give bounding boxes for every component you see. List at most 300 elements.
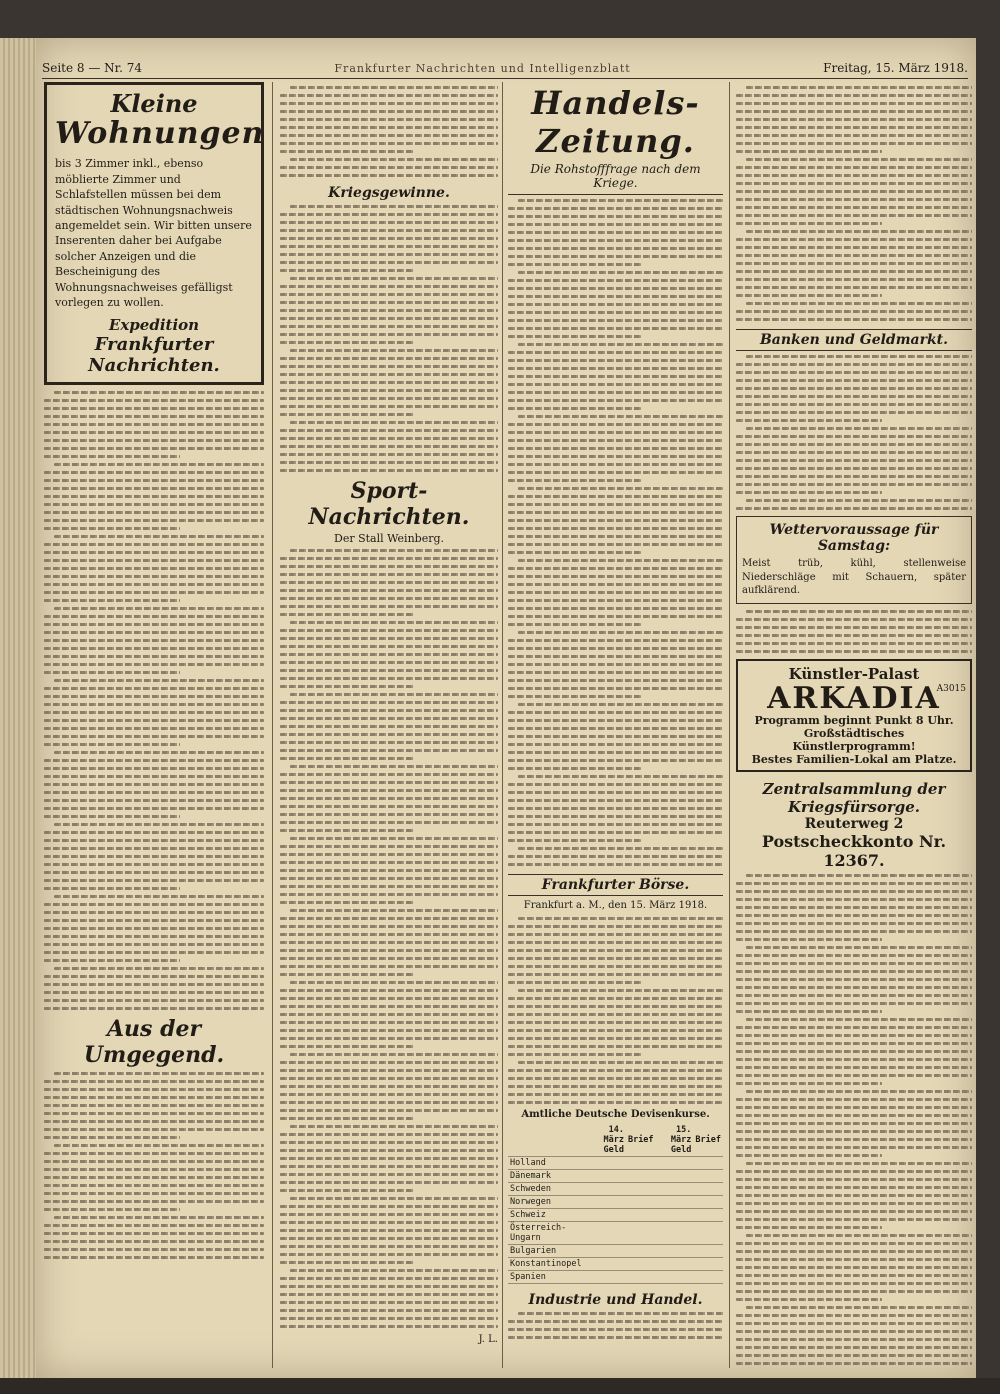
rohstoff-article-body xyxy=(508,199,723,866)
text-line xyxy=(508,591,723,594)
text-line xyxy=(736,986,972,989)
handels-zeitung-masthead: Handels-Zeitung. xyxy=(531,84,700,160)
text-line xyxy=(280,1317,498,1320)
text-line xyxy=(44,735,264,738)
boerse-dateline: Frankfurt a. M., den 15. März 1918. xyxy=(523,900,708,911)
text-line xyxy=(280,797,498,800)
text-line xyxy=(280,829,415,832)
text-line xyxy=(736,150,882,153)
text-line xyxy=(44,615,264,618)
devisen-row xyxy=(508,1208,723,1221)
text-line xyxy=(746,610,972,613)
text-line xyxy=(44,407,264,410)
arkadia-tag: A3015 xyxy=(936,684,966,694)
text-line xyxy=(280,126,498,129)
text-line xyxy=(44,695,264,698)
devisen-rate xyxy=(693,1244,723,1257)
text-line xyxy=(508,359,723,362)
ad-signature-1: Expedition xyxy=(108,316,200,335)
text-line xyxy=(736,890,972,893)
text-line xyxy=(280,381,498,384)
text-line xyxy=(44,439,264,442)
text-line xyxy=(736,1026,972,1029)
text-line xyxy=(508,231,723,234)
text-line xyxy=(280,94,498,97)
text-line xyxy=(280,669,498,672)
text-line xyxy=(280,901,415,904)
text-line xyxy=(508,1085,723,1088)
text-line xyxy=(54,967,264,970)
text-line xyxy=(280,445,498,448)
text-line xyxy=(280,453,498,456)
text-line xyxy=(44,1128,264,1131)
text-line xyxy=(508,1013,723,1016)
text-line xyxy=(290,277,498,280)
text-line xyxy=(44,671,180,674)
text-line xyxy=(508,1045,723,1048)
text-line xyxy=(44,711,264,714)
devisen-rate xyxy=(693,1257,723,1270)
text-line xyxy=(736,1098,972,1101)
text-line xyxy=(736,483,972,486)
sport-signature: J. L. xyxy=(478,1334,498,1345)
text-line xyxy=(508,295,723,298)
text-line xyxy=(736,1042,972,1045)
kriegsgewinne-body xyxy=(280,205,498,472)
text-line xyxy=(508,263,641,266)
text-line xyxy=(736,1210,972,1213)
text-line xyxy=(54,679,264,682)
text-line xyxy=(508,303,723,306)
devisen-rate xyxy=(656,1156,694,1169)
text-line xyxy=(746,946,972,949)
devisen-country: Schweden xyxy=(508,1182,588,1195)
text-line xyxy=(518,631,723,634)
text-line xyxy=(736,618,972,621)
text-line xyxy=(736,491,882,494)
text-line xyxy=(518,847,723,850)
text-line xyxy=(44,1192,264,1195)
impressum-body xyxy=(736,610,972,653)
text-line xyxy=(280,357,498,360)
text-line xyxy=(736,134,972,137)
text-line xyxy=(736,626,972,629)
text-line xyxy=(736,459,972,462)
text-line xyxy=(508,351,723,354)
text-line xyxy=(508,799,723,802)
text-line xyxy=(280,142,498,145)
text-line xyxy=(44,743,180,746)
text-line xyxy=(736,467,972,470)
devisen-rate xyxy=(626,1208,656,1221)
text-line xyxy=(508,367,723,370)
devisen-rate xyxy=(626,1257,656,1270)
devisen-rate xyxy=(626,1244,656,1257)
text-line xyxy=(518,1312,723,1315)
text-line xyxy=(280,573,498,576)
text-line xyxy=(518,487,723,490)
text-line xyxy=(736,94,972,97)
text-line xyxy=(736,922,972,925)
text-line xyxy=(44,583,264,586)
text-line xyxy=(280,1037,498,1040)
text-line xyxy=(736,1074,972,1077)
text-line xyxy=(508,407,641,410)
text-line xyxy=(508,287,723,290)
text-line xyxy=(290,765,498,768)
text-line xyxy=(44,1096,264,1099)
text-line xyxy=(736,1314,972,1317)
text-line xyxy=(736,403,972,406)
text-line xyxy=(736,419,882,422)
text-line xyxy=(54,463,264,466)
text-line xyxy=(44,991,264,994)
devisen-country: Schweiz xyxy=(508,1208,588,1221)
text-line xyxy=(736,206,972,209)
devisen-rate xyxy=(588,1156,626,1169)
text-line xyxy=(736,642,972,645)
text-line xyxy=(508,567,723,570)
devisen-row xyxy=(508,1244,723,1257)
column-rule xyxy=(502,82,503,1368)
text-line xyxy=(44,999,264,1002)
text-line xyxy=(54,751,264,754)
text-line xyxy=(736,1002,972,1005)
text-line xyxy=(518,917,723,920)
text-line xyxy=(44,767,264,770)
text-line xyxy=(508,319,723,322)
text-line xyxy=(44,975,264,978)
text-line xyxy=(280,637,498,640)
text-line xyxy=(280,1165,498,1168)
boerse-body xyxy=(508,917,723,1104)
text-line xyxy=(54,535,264,538)
text-line xyxy=(736,1106,972,1109)
text-line xyxy=(290,549,498,552)
text-line xyxy=(736,363,972,366)
text-line xyxy=(508,375,723,378)
text-line xyxy=(746,355,972,358)
text-line xyxy=(44,1007,264,1010)
text-line xyxy=(508,599,723,602)
devisen-country: Holland xyxy=(508,1156,588,1169)
umgegend-heading: Aus der Umgegend. xyxy=(83,1016,225,1069)
text-line xyxy=(280,1301,498,1304)
text-line xyxy=(508,423,723,426)
devisen-rate xyxy=(588,1221,626,1244)
text-line xyxy=(508,1328,723,1331)
text-line xyxy=(280,685,415,688)
devisen-row xyxy=(508,1156,723,1169)
text-line xyxy=(736,270,972,273)
text-line xyxy=(508,981,641,984)
text-line xyxy=(280,461,498,464)
text-line xyxy=(280,245,498,248)
wohnungen-ad xyxy=(44,82,264,385)
text-line xyxy=(280,309,498,312)
text-line xyxy=(736,395,972,398)
text-line xyxy=(736,1058,972,1061)
text-line xyxy=(44,1112,264,1115)
text-line xyxy=(280,973,415,976)
text-line xyxy=(44,1136,180,1139)
text-line xyxy=(508,447,723,450)
text-line xyxy=(280,1189,415,1192)
devisen-rate xyxy=(656,1257,694,1270)
text-line xyxy=(508,543,723,546)
text-line xyxy=(44,447,264,450)
devisen-rate xyxy=(656,1169,694,1182)
text-line xyxy=(508,1021,723,1024)
text-line xyxy=(280,1149,498,1152)
text-line xyxy=(280,1157,498,1160)
text-line xyxy=(44,1080,264,1083)
text-line xyxy=(508,807,723,810)
boerse-heading: Frankfurter Börse. xyxy=(508,874,723,896)
scan-bottom-strip xyxy=(0,1378,1000,1394)
devisen-row xyxy=(508,1182,723,1195)
text-line xyxy=(280,861,498,864)
text-line xyxy=(736,379,972,382)
zentral-address: Reuterweg 2 xyxy=(804,816,904,832)
text-line xyxy=(280,1141,498,1144)
text-line xyxy=(508,503,723,506)
text-line xyxy=(280,150,415,153)
text-line xyxy=(746,1090,972,1093)
text-line xyxy=(736,286,972,289)
text-line xyxy=(508,855,723,858)
text-line xyxy=(736,882,972,885)
text-line xyxy=(44,1248,264,1251)
text-line xyxy=(736,1218,972,1221)
text-line xyxy=(280,773,498,776)
text-line xyxy=(736,1282,972,1285)
text-line xyxy=(44,471,264,474)
text-line xyxy=(508,279,723,282)
text-line xyxy=(44,415,264,418)
text-line xyxy=(44,935,264,938)
text-line xyxy=(280,997,498,1000)
devisen-rate xyxy=(626,1169,656,1182)
text-line xyxy=(44,663,264,666)
text-line xyxy=(44,799,264,802)
text-line xyxy=(44,399,264,402)
text-line xyxy=(508,791,723,794)
wetter-heading: Wettervoraussage für Samstag: xyxy=(769,522,939,554)
text-line xyxy=(508,655,723,658)
devisen-rate xyxy=(626,1182,656,1195)
text-line xyxy=(736,1194,972,1197)
text-line xyxy=(508,925,723,928)
text-line xyxy=(44,1256,264,1259)
text-line xyxy=(44,1184,264,1187)
rohstoff-subheading: Die Rohstofffrage nach dem Kriege. xyxy=(508,162,723,195)
text-line xyxy=(508,1005,723,1008)
text-line xyxy=(44,863,264,866)
text-line xyxy=(280,237,498,240)
text-line xyxy=(508,1037,723,1040)
text-line xyxy=(736,262,972,265)
text-line xyxy=(44,951,264,954)
text-line xyxy=(280,869,498,872)
text-line xyxy=(736,475,972,478)
text-line xyxy=(508,391,723,394)
text-line xyxy=(736,126,972,129)
sport-body xyxy=(280,549,498,1328)
text-line xyxy=(44,623,264,626)
text-line xyxy=(736,1066,972,1069)
text-line xyxy=(508,997,723,1000)
text-line xyxy=(508,957,723,960)
text-line xyxy=(280,405,498,408)
devisen-rate xyxy=(626,1270,656,1283)
text-line xyxy=(508,311,723,314)
text-line xyxy=(44,815,180,818)
text-line xyxy=(736,1258,972,1261)
text-line xyxy=(280,269,415,272)
text-line xyxy=(508,207,723,210)
text-line xyxy=(280,1237,498,1240)
text-line xyxy=(280,1069,498,1072)
text-line xyxy=(736,294,882,297)
wetter-text: Meist trüb, kühl, stellenweise Niederschläge mit Schauern, später aufklärend. xyxy=(742,558,966,596)
text-line xyxy=(736,1050,972,1053)
text-line xyxy=(280,1021,498,1024)
text-line xyxy=(280,957,498,960)
sport-subheading: Der Stall Weinberg. xyxy=(334,532,444,545)
text-line xyxy=(280,174,498,177)
text-line xyxy=(736,246,972,249)
text-line xyxy=(508,815,723,818)
text-line xyxy=(508,1029,723,1032)
industrie-body xyxy=(508,1312,723,1339)
text-line xyxy=(280,853,498,856)
text-line xyxy=(736,1242,972,1245)
text-line xyxy=(280,373,498,376)
text-line xyxy=(508,527,723,530)
text-line xyxy=(736,1330,972,1333)
text-line xyxy=(746,1234,972,1237)
text-line xyxy=(280,293,498,296)
devisen-table xyxy=(508,1124,723,1284)
text-line xyxy=(280,725,498,728)
text-line xyxy=(508,695,641,698)
devisen-header-cell: 15. März Geld xyxy=(656,1124,694,1157)
text-line xyxy=(54,823,264,826)
text-line xyxy=(508,973,723,976)
text-line xyxy=(280,1245,498,1248)
text-line xyxy=(280,613,415,616)
text-line xyxy=(736,1082,882,1085)
text-line xyxy=(508,1336,723,1339)
text-line xyxy=(280,1325,498,1328)
text-line xyxy=(280,229,498,232)
text-line xyxy=(280,821,498,824)
column-1 xyxy=(44,82,264,1370)
industrie-heading: Industrie und Handel. xyxy=(528,1291,703,1308)
text-line xyxy=(736,507,972,510)
devisen-title: Amtliche Deutsche Devisenkurse. xyxy=(521,1108,710,1120)
devisen-rate xyxy=(693,1169,723,1182)
text-line xyxy=(280,317,498,320)
text-line xyxy=(280,1173,498,1176)
text-line xyxy=(508,247,723,250)
text-line xyxy=(736,930,972,933)
text-line xyxy=(736,634,972,637)
text-line xyxy=(44,855,264,858)
text-line xyxy=(280,701,498,704)
devisen-rate xyxy=(656,1244,694,1257)
text-line xyxy=(736,318,972,321)
text-line xyxy=(508,439,723,442)
text-line xyxy=(736,142,972,145)
text-line xyxy=(280,709,498,712)
text-line xyxy=(280,437,498,440)
text-line xyxy=(280,845,498,848)
text-line xyxy=(508,335,641,338)
text-line xyxy=(280,757,415,760)
text-line xyxy=(44,1200,264,1203)
text-line xyxy=(736,1298,882,1301)
text-line xyxy=(280,341,415,344)
text-line xyxy=(290,837,498,840)
text-line xyxy=(508,687,723,690)
text-line xyxy=(290,909,498,912)
text-line xyxy=(508,575,723,578)
text-line xyxy=(508,463,723,466)
text-line xyxy=(736,182,972,185)
text-line xyxy=(508,783,723,786)
text-line xyxy=(518,343,723,346)
text-line xyxy=(736,443,972,446)
text-line xyxy=(280,1117,415,1120)
arkadia-line-4: Großstädtisches Künstlerprogramm! xyxy=(792,727,916,753)
text-line xyxy=(44,727,264,730)
text-line xyxy=(44,423,264,426)
text-line xyxy=(280,397,498,400)
text-line xyxy=(44,631,264,634)
text-line xyxy=(280,565,498,568)
text-line xyxy=(508,823,723,826)
text-line xyxy=(280,581,498,584)
text-line xyxy=(736,938,882,941)
devisen-rate xyxy=(693,1195,723,1208)
devisen-row xyxy=(508,1221,723,1244)
column-rule xyxy=(729,82,730,1368)
text-line xyxy=(44,1152,264,1155)
text-line xyxy=(44,1168,264,1171)
text-line xyxy=(736,1226,882,1229)
text-line xyxy=(736,1178,972,1181)
text-line xyxy=(290,693,498,696)
text-line xyxy=(54,607,264,610)
text-line xyxy=(44,1240,264,1243)
text-line xyxy=(280,653,498,656)
text-line xyxy=(736,1362,972,1365)
text-line xyxy=(508,535,723,538)
text-line xyxy=(508,615,723,618)
text-line xyxy=(44,903,264,906)
text-line xyxy=(44,551,264,554)
text-line xyxy=(44,879,264,882)
text-line xyxy=(508,607,723,610)
text-line xyxy=(736,1290,972,1293)
text-line xyxy=(508,719,723,722)
text-line xyxy=(280,661,498,664)
column-2 xyxy=(280,82,498,1370)
text-line xyxy=(290,86,498,89)
devisen-header-row xyxy=(508,1124,723,1157)
